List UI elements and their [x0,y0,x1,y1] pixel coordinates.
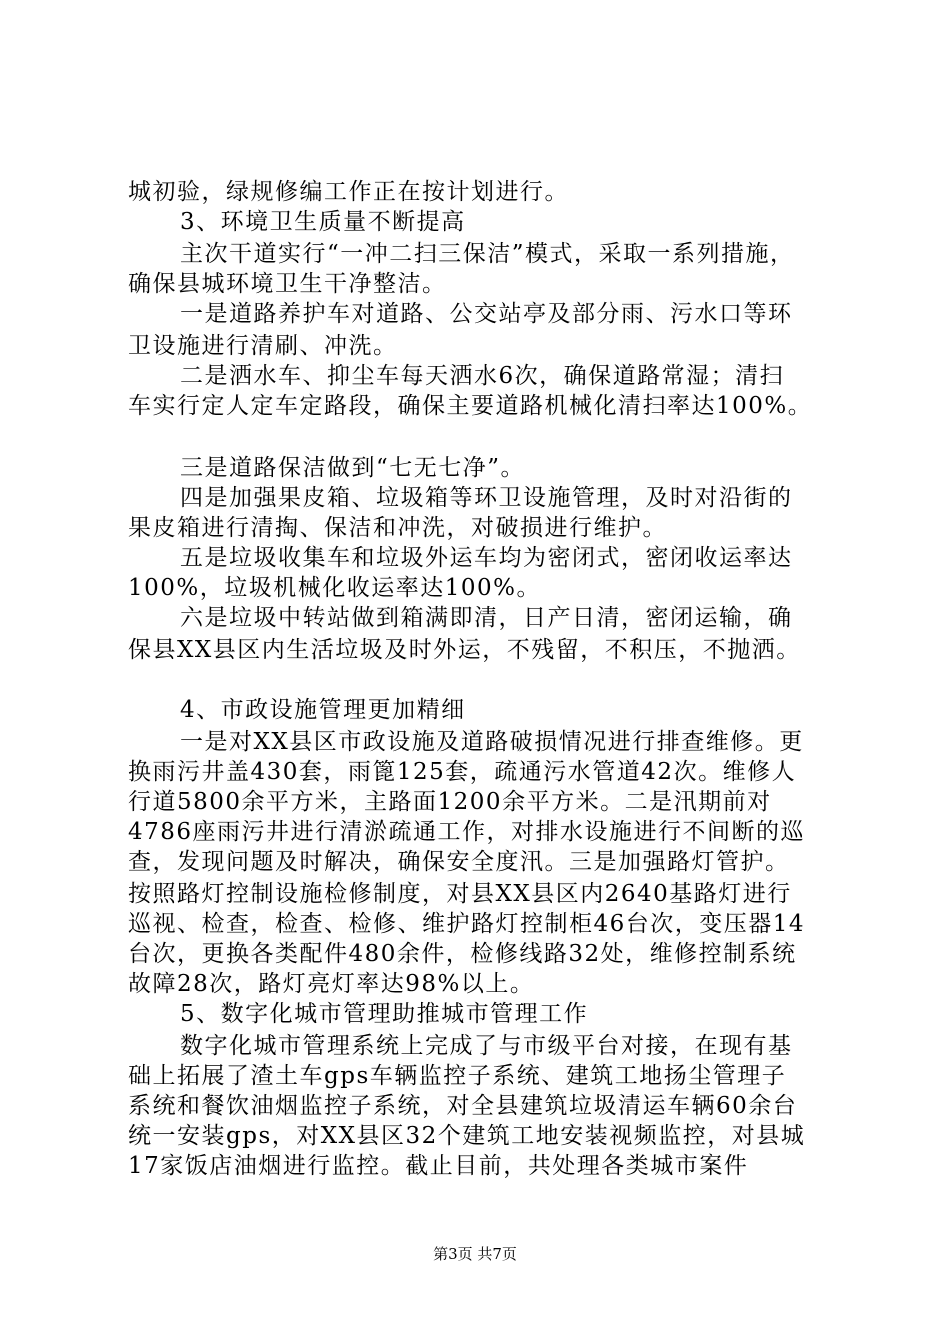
section-heading: 4、市政设施管理更加精细 [180,697,466,723]
text-line: 主次干道实行“一冲二扫三保洁”模式，采取一系列措施， [180,241,795,267]
text-line: 巡视、检查，检查、检修、维护路灯控制柜46台次，变压器14 [128,911,806,937]
text-line: 系统和餐饮油烟监控子系统，对全县建筑垃圾清运车辆60余台 [128,1093,798,1119]
text-line: 一是道路养护车对道路、公交站亭及部分雨、污水口等环 [180,301,793,327]
text-line: 果皮箱进行清掏、保洁和冲洗，对破损进行维护。 [128,515,667,541]
text-line: 城初验，绿规修编工作正在按计划进行。 [128,179,569,205]
text-line: 故障28次，路灯亮灯率达98%以上。 [128,971,535,997]
text-line: 六是垃圾中转站做到箱满即清，日产日清，密闭运输，确 [180,605,793,631]
text-line: 按照路灯控制设施检修制度，对县XX县区内2640基路灯进行 [128,881,792,907]
section-heading: 3、环境卫生质量不断提高 [180,209,466,235]
text-line: 查，发现问题及时解决，确保安全度汛。三是加强路灯管护。 [128,849,790,875]
text-line: 台次，更换各类配件480余件，检修线路32处，维修控制系统 [128,941,797,967]
section-heading: 5、数字化城市管理助推城市管理工作 [180,1001,589,1027]
text-line: 统一安装gps，对XX县区32个建筑工地安装视频监控，对县城 [128,1123,806,1149]
text-line: 数字化城市管理系统上完成了与市级平台对接，在现有基 [180,1033,793,1059]
text-line: 17家饭店油烟进行监控。截止目前，共处理各类城市案件 [128,1153,749,1179]
text-line: 行道5800余平方米，主路面1200余平方米。二是汛期前对 [128,789,772,815]
text-line: 确保县城环境卫生干净整洁。 [128,271,447,297]
text-line: 车实行定人定车定路段，确保主要道路机械化清扫率达100%。 [128,393,813,419]
text-line: 二是洒水车、抑尘车每天洒水6次，确保道路常湿；清扫 [180,363,785,389]
text-line: 四是加强果皮箱、垃圾箱等环卫设施管理，及时对沿街的 [180,485,793,511]
text-line: 保县XX县区内生活垃圾及时外运，不残留，不积压，不抛洒。 [128,637,801,663]
text-line: 卫设施进行清刷、冲洗。 [128,333,398,359]
page-number-footer: 第3页 共7页 [433,1245,517,1263]
text-line: 础上拓展了渣土车gps车辆监控子系统、建筑工地扬尘管理子 [128,1063,787,1089]
text-line: 一是对XX县区市政设施及道路破损情况进行排查维修。更 [180,729,804,755]
text-line: 五是垃圾收集车和垃圾外运车均为密闭式，密闭收运率达 [180,545,793,571]
text-line: 三是道路保洁做到“七无七净”。 [180,455,526,481]
text-line: 换雨污井盖430套，雨篦125套，疏通污水管道42次。维修人 [128,759,797,785]
text-line: 100%，垃圾机械化收运率达100%。 [128,575,542,601]
text-line: 4786座雨污井进行清淤疏通工作，对排水设施进行不间断的巡 [128,819,806,845]
